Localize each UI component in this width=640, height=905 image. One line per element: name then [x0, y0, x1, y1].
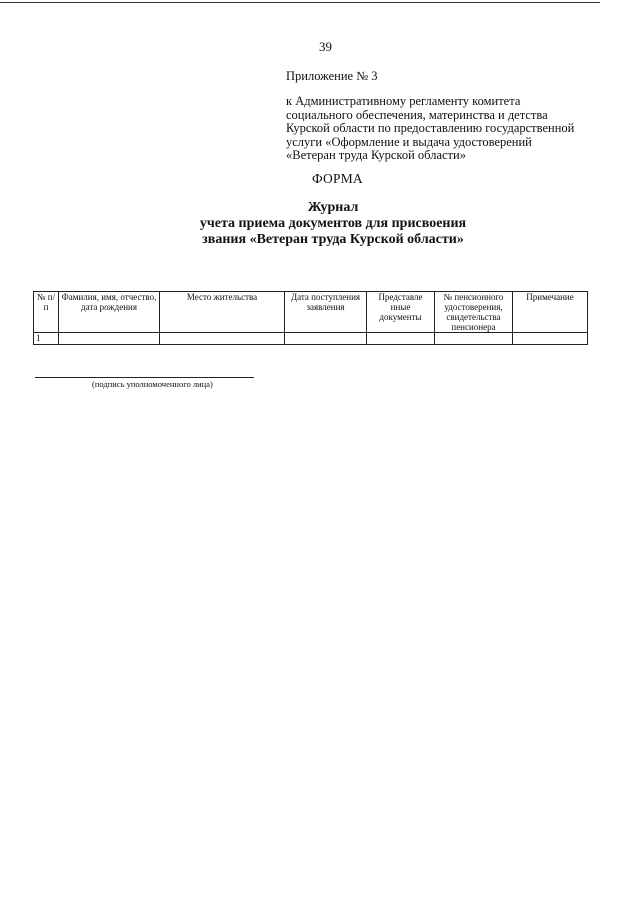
form-label: ФОРМА: [312, 171, 363, 186]
appendix-reference: [286, 95, 574, 163]
table-cell: [285, 333, 367, 345]
header-residence: Место жительства: [160, 292, 285, 333]
header-full-name: Фамилия, имя, отчество, дата рождения: [59, 292, 160, 333]
registry-table: [33, 291, 588, 345]
table-cell: [59, 333, 160, 345]
scan-edge-line: [0, 2, 600, 3]
signature-caption: (подпись уполномоченного лица): [92, 379, 213, 389]
appendix-reference-line: к Административному регламенту комитета: [286, 94, 521, 108]
page-number: 39: [319, 39, 332, 54]
header-pension-certificate: № пенсионного удостоверения, свидетельства пенсионера: [435, 292, 513, 333]
table-cell: [513, 333, 588, 345]
table-cell: [435, 333, 513, 345]
journal-title-line: звания «Ветеран труда Курской области»: [202, 232, 464, 247]
appendix-reference-line: «Ветеран труда Курской области»: [286, 148, 466, 162]
signature-line: [35, 377, 254, 378]
journal-title: [0, 200, 640, 248]
table-cell: [160, 333, 285, 345]
table-header-row: [34, 292, 588, 333]
appendix-reference-line: услуги «Оформление и выдача удостоверений: [286, 134, 532, 149]
journal-title-line: учета приема документов для присвоения: [199, 216, 467, 231]
header-submission-date: Дата поступления заявления: [285, 292, 367, 333]
table-cell: [367, 333, 435, 345]
appendix-reference-line: Курской области по предоставлению государственной: [286, 121, 575, 135]
header-submitted-documents: Представле нные документы: [367, 292, 435, 333]
journal-title-line: Журнал: [307, 200, 359, 215]
table-cell: 1: [34, 333, 59, 345]
table-row: [34, 333, 588, 345]
appendix-title: Приложение № 3: [286, 69, 378, 83]
header-number: № п/п: [34, 292, 59, 333]
appendix-reference-line: социального обеспечения, материнства и детства: [286, 107, 548, 122]
header-notes: Примечание: [513, 292, 588, 333]
